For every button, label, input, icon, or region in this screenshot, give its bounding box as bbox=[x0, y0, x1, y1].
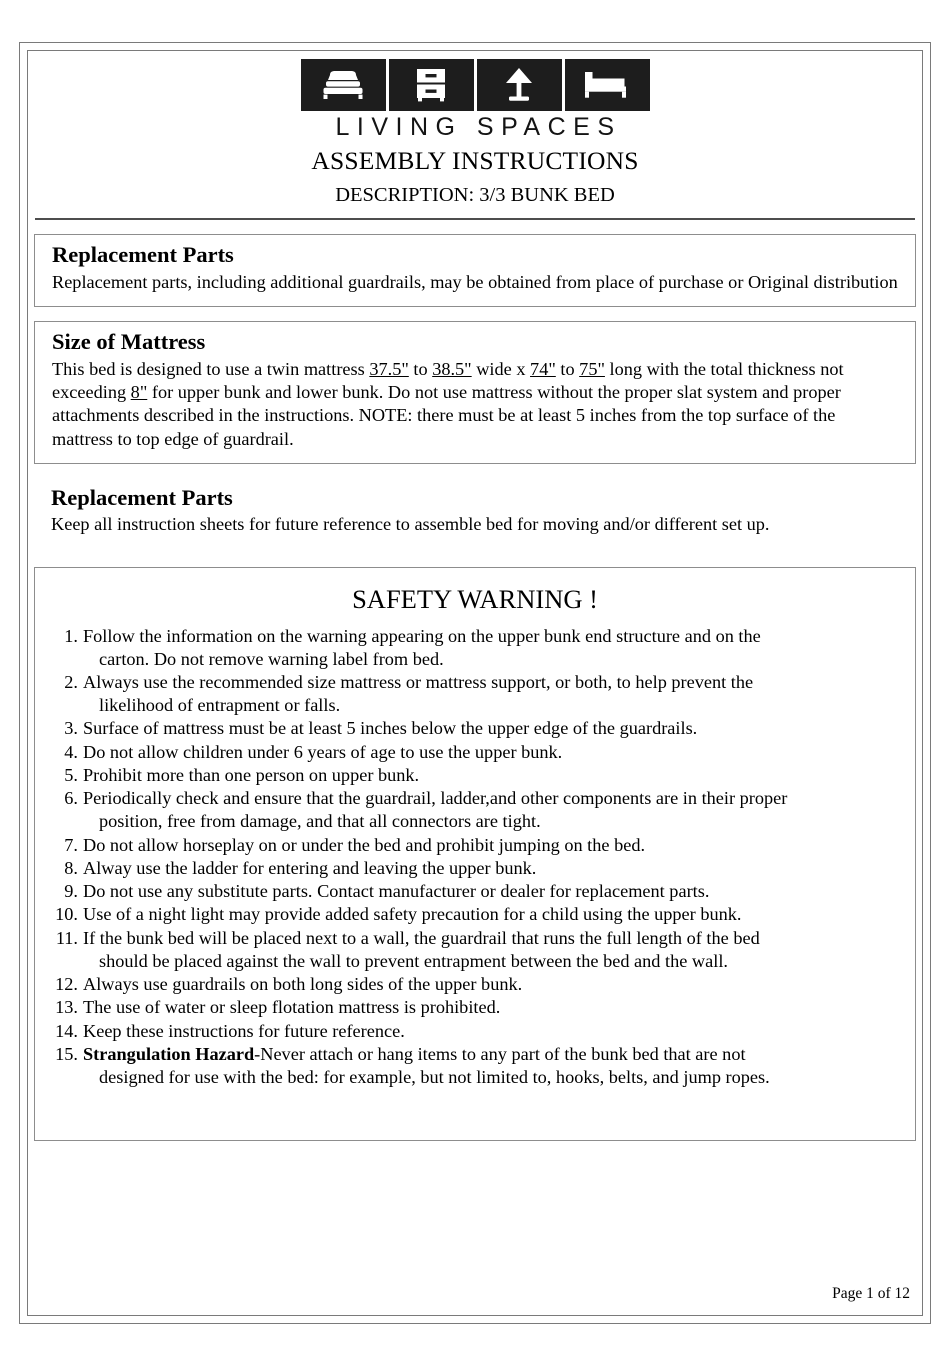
safety-list-item bbox=[55, 787, 893, 833]
replacement-parts-body-1: Replacement parts, including additional guardrails, may be obtained from place of purchase or Original distribution bbox=[52, 271, 898, 292]
size-of-mattress-heading: Size of Mattress bbox=[52, 329, 206, 354]
safety-item-text bbox=[83, 927, 893, 973]
safety-list-item bbox=[55, 927, 893, 973]
safety-item-text bbox=[83, 717, 893, 740]
safety-item-continuation: should be placed against the wall to prevent entrapment between the bed and the wall. bbox=[99, 950, 728, 971]
safety-item-text bbox=[83, 1020, 893, 1043]
mattress-to-1: to bbox=[408, 358, 433, 379]
safety-list-item bbox=[55, 1043, 893, 1089]
safety-item-continuation: likelihood of entrapment or falls. bbox=[99, 695, 341, 716]
safety-item-main-text: If the bunk bed will be placed next to a wall, the guardrail that runs the full length of the bed bbox=[83, 927, 760, 948]
safety-item-main-text: Follow the information on the warning appearing on the upper bunk end structure and on the bbox=[83, 625, 761, 646]
safety-list-item bbox=[55, 903, 893, 926]
mattress-mid-2: long with the total thickness not exceeding bbox=[52, 358, 844, 402]
document-content bbox=[28, 51, 922, 1315]
safety-item-continuation: position, free from damage, and that all connectors are tight. bbox=[99, 811, 541, 832]
spacer-before-safety bbox=[28, 537, 922, 567]
mattress-thickness: 8" bbox=[130, 381, 148, 402]
replacement-parts-block-2 bbox=[34, 478, 916, 537]
safety-item-number: 5. bbox=[64, 764, 78, 785]
mattress-width-min: 37.5" bbox=[369, 358, 409, 379]
replacement-parts-body-2: Keep all instruction sheets for future reference to assemble bed for moving and/or different set up. bbox=[51, 514, 770, 535]
logo-icon-row bbox=[28, 59, 922, 111]
safety-item-bold-lead: Strangulation Hazard bbox=[83, 1043, 255, 1064]
spacer-between-boxes-1 bbox=[28, 307, 922, 321]
safety-item-main-text: Keep these instructions for future reference. bbox=[83, 1020, 405, 1041]
safety-item-number: 8. bbox=[64, 857, 78, 878]
safety-item-number: 3. bbox=[64, 718, 78, 739]
safety-item-main-text: Periodically check and ensure that the guardrail, ladder,and other components are in their proper bbox=[83, 788, 788, 809]
mattress-length-max: 75" bbox=[579, 358, 605, 379]
safety-warning-box bbox=[34, 567, 916, 1141]
replacement-parts-box-1 bbox=[34, 234, 916, 307]
safety-list-item bbox=[55, 880, 893, 903]
safety-list-item bbox=[55, 834, 893, 857]
mattress-mid-1: wide x bbox=[471, 358, 531, 379]
safety-item-main-text: Surface of mattress must be at least 5 inches below the upper edge of the guardrails. bbox=[83, 718, 698, 739]
safety-warning-title: SAFETY WARNING ! bbox=[352, 583, 598, 614]
safety-item-text bbox=[83, 787, 893, 833]
safety-item-text bbox=[83, 857, 893, 880]
mattress-length-min: 74" bbox=[530, 358, 556, 379]
sofa-icon bbox=[565, 59, 650, 111]
safety-item-number: 11. bbox=[55, 927, 78, 948]
safety-item-number: 6. bbox=[64, 788, 78, 809]
safety-item-number: 2. bbox=[64, 672, 78, 692]
page-title: ASSEMBLY INSTRUCTIONS bbox=[311, 146, 639, 176]
safety-warning-list bbox=[45, 625, 905, 1090]
brand-logo bbox=[28, 51, 922, 140]
safety-item-text bbox=[83, 671, 893, 717]
safety-list-item bbox=[55, 764, 893, 787]
safety-item-number: 14. bbox=[55, 1020, 78, 1041]
safety-list-item bbox=[55, 857, 893, 880]
mattress-tail-text: for upper bunk and lower bunk. Do not use mattress without the proper slat system and proper attachments described in the instructions. NOTE: there must be at least 5 inches from the top surface of the mattress to top edge of guardrail. bbox=[52, 381, 841, 449]
safety-item-continuation: designed for use with the bed: for example, but not limited to, hooks, belts, and jump ropes. bbox=[99, 1066, 770, 1087]
bed-icon bbox=[301, 59, 386, 111]
safety-list-item bbox=[55, 625, 893, 671]
size-of-mattress-box bbox=[34, 321, 916, 464]
safety-item-number: 12. bbox=[55, 974, 78, 995]
safety-item-main-text: Always use the recommended size mattress or mattress support, or both, to help prevent the bbox=[83, 672, 754, 692]
safety-item-number: 4. bbox=[64, 741, 78, 762]
safety-item-main-text: The use of water or sleep flotation mattress is prohibited. bbox=[83, 997, 501, 1018]
nightstand-icon bbox=[389, 59, 474, 111]
mattress-to-2: to bbox=[555, 358, 580, 379]
safety-item-number: 7. bbox=[64, 834, 78, 855]
mattress-width-max: 38.5" bbox=[432, 358, 472, 379]
page-description: DESCRIPTION: 3/3 BUNK BED bbox=[335, 183, 615, 206]
safety-item-main-text: Alway use the ladder for entering and leaving the upper bunk. bbox=[83, 857, 537, 878]
safety-item-text bbox=[83, 1043, 893, 1089]
safety-item-text bbox=[83, 741, 893, 764]
spacer-between-boxes-2 bbox=[28, 464, 922, 478]
safety-item-text bbox=[83, 996, 893, 1019]
safety-item-number: 1. bbox=[64, 625, 78, 646]
safety-item-main-text: Do not use any substitute parts. Contact manufacturer or dealer for replacement parts. bbox=[83, 881, 710, 902]
safety-item-main-text: Use of a night light may provide added safety precaution for a child using the upper bunk. bbox=[83, 904, 742, 925]
brand-wordmark: LIVING SPACES bbox=[335, 113, 622, 141]
replacement-parts-heading-1: Replacement Parts bbox=[52, 242, 234, 268]
safety-item-continuation: carton. Do not remove warning label from bed. bbox=[99, 648, 444, 669]
safety-item-main-text: Do not allow children under 6 years of age to use the upper bunk. bbox=[83, 741, 563, 762]
safety-item-number: 15. bbox=[55, 1043, 78, 1064]
safety-list-item bbox=[55, 671, 893, 717]
safety-item-main-text: Always use guardrails on both long sides of the upper bunk. bbox=[83, 974, 523, 995]
size-of-mattress-body bbox=[52, 358, 898, 451]
safety-item-text bbox=[83, 903, 893, 926]
safety-item-main-text: Prohibit more than one person on upper bunk. bbox=[83, 764, 420, 785]
page-footer: Page 1 of 12 bbox=[832, 1285, 910, 1303]
safety-item-number: 13. bbox=[55, 997, 78, 1018]
safety-list-item bbox=[55, 717, 893, 740]
safety-item-text bbox=[83, 880, 893, 903]
replacement-parts-heading-2: Replacement Parts bbox=[51, 484, 233, 510]
safety-item-text bbox=[83, 834, 893, 857]
safety-item-main-text: -Never attach or hang items to any part of the bunk bed that are not bbox=[254, 1043, 746, 1064]
safety-list-item bbox=[55, 741, 893, 764]
safety-item-number: 9. bbox=[64, 881, 78, 902]
safety-item-main-text: Do not allow horseplay on or under the bed and prohibit jumping on the bed. bbox=[83, 834, 646, 855]
mattress-lead-text: This bed is designed to use a twin mattress bbox=[52, 358, 370, 379]
safety-item-number: 10. bbox=[55, 904, 78, 925]
safety-list-item bbox=[55, 973, 893, 996]
lamp-icon bbox=[477, 59, 562, 111]
safety-item-text bbox=[83, 625, 893, 671]
safety-list-item bbox=[55, 1020, 893, 1043]
safety-item-text bbox=[83, 973, 893, 996]
spacer-after-header bbox=[28, 220, 922, 234]
safety-list-item bbox=[55, 996, 893, 1019]
safety-item-text bbox=[83, 764, 893, 787]
